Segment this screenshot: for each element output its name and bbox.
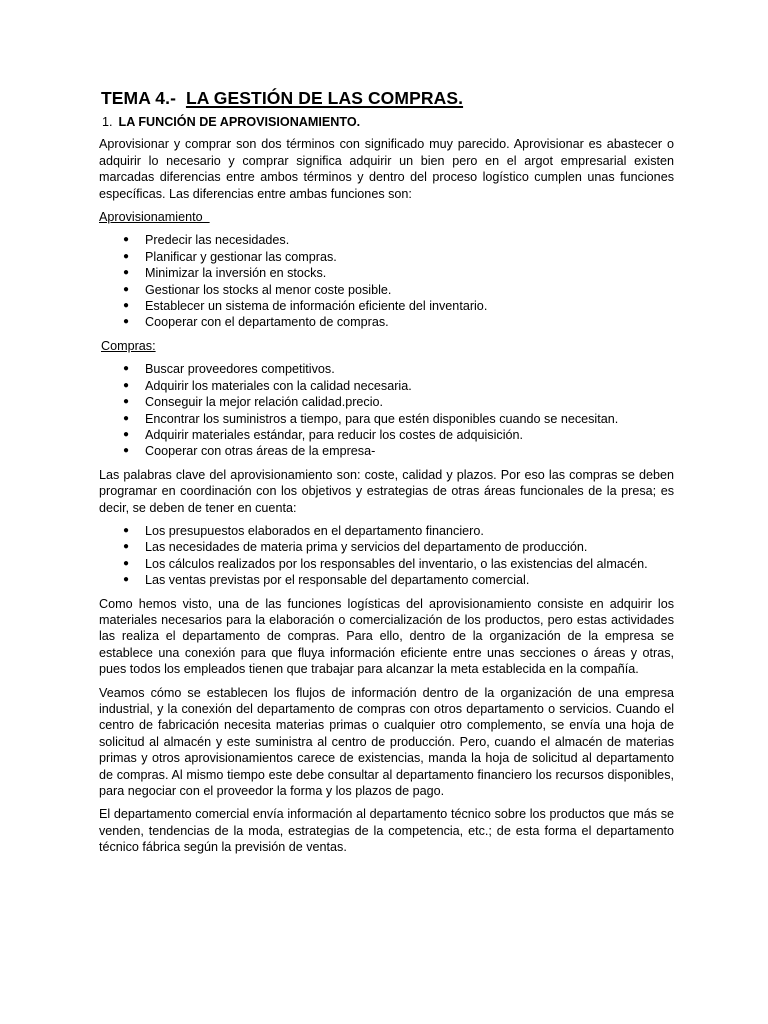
title-gap — [176, 88, 186, 108]
list-item — [99, 265, 674, 281]
bullet-icon: ● — [123, 524, 130, 536]
tener-en-cuenta-list — [99, 523, 674, 589]
list-item — [99, 539, 674, 555]
list-item — [99, 232, 674, 248]
list-item-text: Minimizar la inversión en stocks. — [145, 266, 327, 281]
bullet-icon: ● — [123, 250, 130, 262]
bullet-icon: ● — [123, 412, 130, 424]
compras-list — [99, 361, 674, 459]
bullet-icon: ● — [123, 379, 130, 391]
bullet-icon: ● — [123, 428, 130, 440]
bullet-icon: ● — [123, 396, 130, 408]
list-item — [99, 572, 674, 588]
list-item — [99, 443, 674, 459]
clave-paragraph: Las palabras clave del aprovisionamiento son: coste, calidad y plazos. Por eso las compras se deben programar en coordinación con los objetivos y estrategias de otras áreas funcionales de la presa; es decir, se deben de tener en cuenta: — [99, 467, 674, 515]
section-heading-text: LA FUNCIÓN DE APROVISIONAMIENTO. — [118, 115, 361, 129]
section-heading — [102, 114, 674, 130]
title-prefix: TEMA 4.- — [101, 88, 177, 108]
list-item — [99, 556, 674, 572]
list-item-text: Predecir las necesidades. — [145, 233, 290, 248]
bullet-icon: ● — [123, 316, 130, 328]
list-item — [99, 298, 674, 314]
bullet-icon: ● — [123, 363, 130, 375]
paragraph-flujo-aprovisionamiento: Como hemos visto, una de las funciones logísticas del aprovisionamiento consiste en adquirir los materiales necesarios para la elaboración o comercialización de los productos, pero estas actividades las realiza el departamento de compras. Para ello, dentro de la organización de la empresa se establece una conexión para que fluya información eficiente entre unas secciones o áreas y otras, pues todos los empleados tienen que trabajar para alcanzar la meta establecida en la compañía. — [99, 596, 674, 677]
bullet-icon: ● — [123, 574, 130, 586]
list-item-text: Gestionar los stocks al menor coste posible. — [145, 282, 392, 297]
list-item — [99, 314, 674, 330]
list-item-text: Adquirir materiales estándar, para reducir los costes de adquisición. — [145, 427, 524, 442]
paragraph-departamento-comercial: El departamento comercial envía información al departamento técnico sobre los productos que más se venden, tendencias de la moda, estrategias de la competencia, etc.; de esta forma el departamento técnico fábrica según la previsión de ventas. — [99, 807, 674, 855]
aprovisionamiento-list — [99, 232, 674, 330]
bullet-icon: ● — [123, 234, 130, 246]
bullet-icon: ● — [123, 267, 130, 279]
list-item-text: Conseguir la mejor relación calidad.precio. — [145, 395, 384, 410]
paragraph-flujos-informacion: Veamos cómo se establecen los flujos de información dentro de la organización de una empresa industrial, y la conexión del departamento de compras con otros departamento o servicios. Cuando el centro de fabricación necesita materias primas o cualquier otro complemento, se envía una hoja de solicitud al almacén y este suministra al centro de producción. Pero, cuando el almacén de materias primas y otros aprovisionamientos carece de existencias, manda la hoja de solicitud al departamento de compras. Al mismo tiempo este debe consultar al departamento financiero los recursos disponibles, para negociar con el proveedor la forma y los plazos de pago. — [99, 685, 674, 799]
list-item — [99, 427, 674, 443]
list-item-text: Planificar y gestionar las compras. — [145, 249, 337, 264]
bullet-icon: ● — [123, 445, 130, 457]
list-item-text: Cooperar con el departamento de compras. — [145, 315, 389, 330]
list-item — [99, 282, 674, 298]
title-main: LA GESTIÓN DE LAS COMPRAS. — [185, 88, 464, 108]
list-item-text: Los cálculos realizados por los responsables del inventario, o las existencias del almacén. — [145, 556, 648, 571]
bullet-icon: ● — [123, 541, 130, 553]
aprovisionamiento-label: Aprovisionamiento — [99, 210, 210, 225]
list-item — [99, 411, 674, 427]
compras-label: Compras: — [101, 338, 156, 353]
list-item-text: Establecer un sistema de información eficiente del inventario. — [145, 299, 488, 314]
list-item-text: Buscar proveedores competitivos. — [145, 362, 335, 377]
list-item — [99, 378, 674, 394]
list-item-text: Cooperar con otras áreas de la empresa- — [145, 444, 376, 459]
list-item — [99, 249, 674, 265]
document-body — [99, 88, 674, 863]
list-item-text: Adquirir los materiales con la calidad necesaria. — [145, 378, 412, 393]
bullet-icon: ● — [123, 300, 130, 312]
bullet-icon: ● — [123, 283, 130, 295]
list-item-text: Las necesidades de materia prima y servicios del departamento de producción. — [145, 540, 588, 555]
intro-paragraph: Aprovisionar y comprar son dos términos con significado muy parecido. Aprovisionar es abastecer o adquirir lo necesario y comprar significa adquirir un bien pero en el argot empresarial existen marcadas diferencias entre ambos términos y dentro del proceso logístico cumplen unas funciones específicas. Las diferencias entre ambas funciones son: — [99, 137, 674, 201]
list-item — [99, 394, 674, 410]
list-item-text: Los presupuestos elaborados en el departamento financiero. — [145, 523, 484, 538]
list-item — [99, 361, 674, 377]
list-item-text: Las ventas previstas por el responsable del departamento comercial. — [145, 573, 530, 588]
section-number: 1. — [102, 115, 113, 129]
document-title — [101, 88, 674, 108]
list-item-text: Encontrar los suministros a tiempo, para que estén disponibles cuando se necesitan. — [145, 411, 619, 426]
bullet-icon: ● — [123, 557, 130, 569]
list-item — [99, 523, 674, 539]
